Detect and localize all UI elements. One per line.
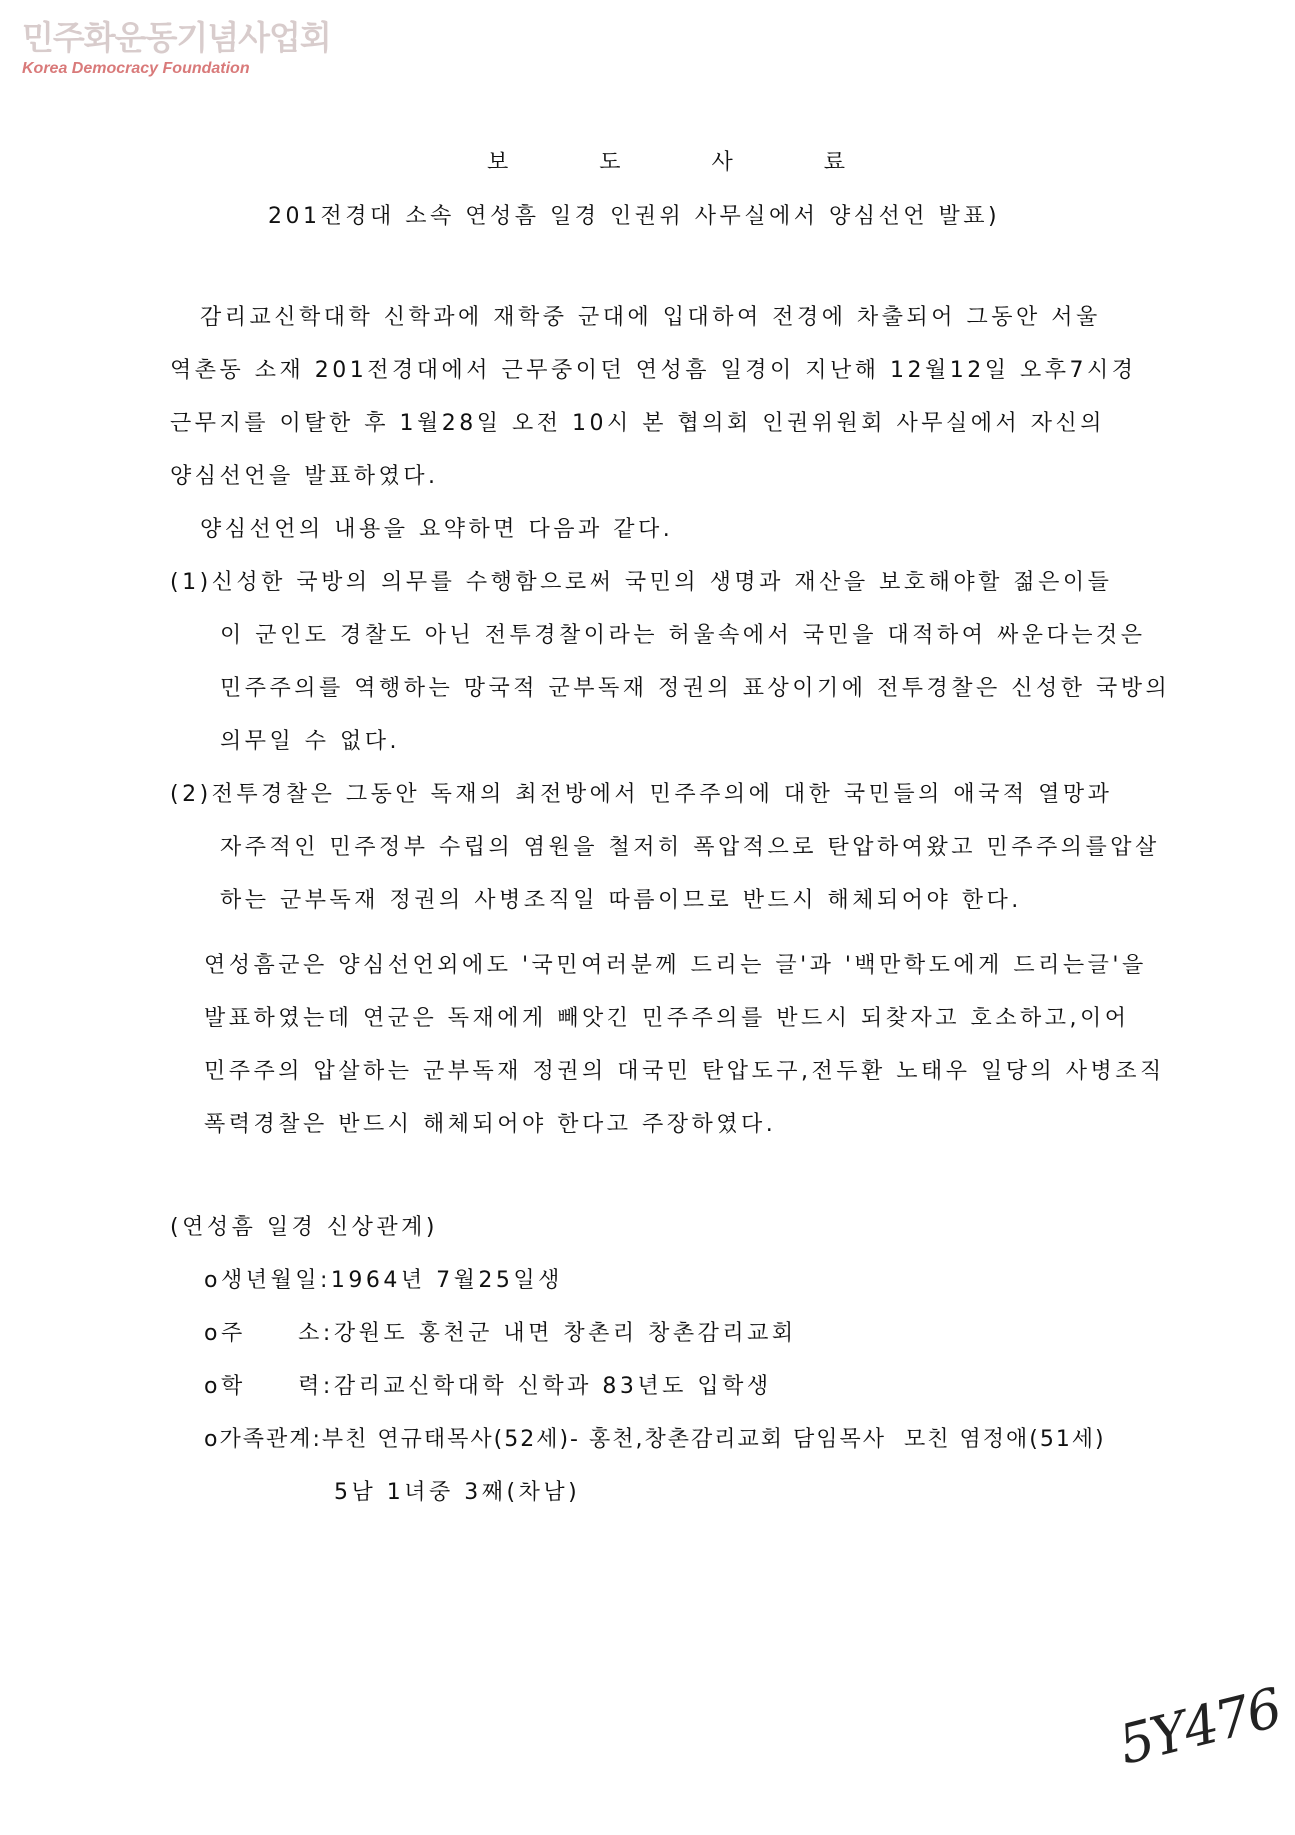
watermark-org-korean: 민주화운동기념사업회 bbox=[22, 18, 331, 57]
paragraph1-line: 감리교신학대학 신학과에 재학중 군대에 입대하여 전경에 차출되어 그동안 서울 bbox=[200, 305, 1101, 330]
paragraph2-line: 민주주의 압살하는 군부독재 정권의 대국민 탄압도구,전두환 노태우 일당의 사병조직 bbox=[204, 1059, 1165, 1084]
item2-line: 자주적인 민주정부 수립의 염원을 철저히 폭압적으로 탄압하여왔고 민주주의를압살 bbox=[220, 835, 1160, 860]
item1-line: 민주주의를 역행하는 망국적 군부독재 정권의 표상이기에 전투경찰은 신성한 국방의 bbox=[220, 676, 1171, 701]
paragraph2-line: 연성흠군은 양심선언외에도 '국민여러분께 드리는 글'과 '백만학도에게 드리는글'을 bbox=[204, 953, 1147, 978]
profile-heading: (연성흠 일경 신상관계) bbox=[170, 1215, 438, 1240]
paragraph2-line: 발표하였는데 연군은 독재에게 빼앗긴 민주주의를 반드시 되찾자고 호소하고,이어 bbox=[204, 1006, 1130, 1031]
profile-family: o가족관계:부친 연규태목사(52세)- 홍천,창촌감리교회 담임목사 모친 염정애(51세) bbox=[204, 1427, 1106, 1452]
item1-line: 이 군인도 경찰도 아닌 전투경찰이라는 허울속에서 국민을 대적하여 싸운다는것은 bbox=[220, 623, 1146, 648]
item2-line: 하는 군부독재 정권의 사병조직일 따름이므로 반드시 해체되어야 한다. bbox=[220, 888, 1022, 913]
profile-birthdate: o생년월일:1964년 7월25일생 bbox=[204, 1268, 563, 1293]
paragraph1-line: 역촌동 소재 201전경대에서 근무중이던 연성흠 일경이 지난해 12월12일 오후7시경 bbox=[170, 358, 1137, 383]
paragraph1-line: 근무지를 이탈한 후 1월28일 오전 10시 본 협의회 인권위원회 사무실에서 자신의 bbox=[170, 411, 1105, 436]
paragraph1-line: 양심선언을 발표하였다. bbox=[170, 464, 439, 489]
summary-intro: 양심선언의 내용을 요약하면 다음과 같다. bbox=[200, 517, 674, 542]
profile-address: o주 소:강원도 홍천군 내면 창촌리 창촌감리교회 bbox=[204, 1321, 797, 1346]
profile-family-continued: 5남 1녀중 3째(차남) bbox=[334, 1480, 581, 1505]
document-subtitle: 201전경대 소속 연성흠 일경 인권위 사무실에서 양심선언 발표) bbox=[268, 204, 1001, 229]
handwritten-document-number: 5Y476 bbox=[1112, 1676, 1287, 1777]
profile-education: o학 력:감리교신학대학 신학과 83년도 입학생 bbox=[204, 1374, 772, 1399]
item1-line: (1)신성한 국방의 의무를 수행함으로써 국민의 생명과 재산을 보호해야할 젊은이들 bbox=[170, 570, 1113, 595]
watermark-logo bbox=[22, 18, 331, 78]
item1-line: 의무일 수 없다. bbox=[220, 729, 400, 754]
paragraph2-line: 폭력경찰은 반드시 해체되어야 한다고 주장하였다. bbox=[204, 1112, 777, 1137]
document-title: 보 도 사 료 bbox=[487, 150, 887, 175]
item2-line: (2)전투경찰은 그동안 독재의 최전방에서 민주주의에 대한 국민들의 애국적 열망과 bbox=[170, 782, 1113, 807]
watermark-org-english: Korea Democracy Foundation bbox=[22, 60, 250, 77]
